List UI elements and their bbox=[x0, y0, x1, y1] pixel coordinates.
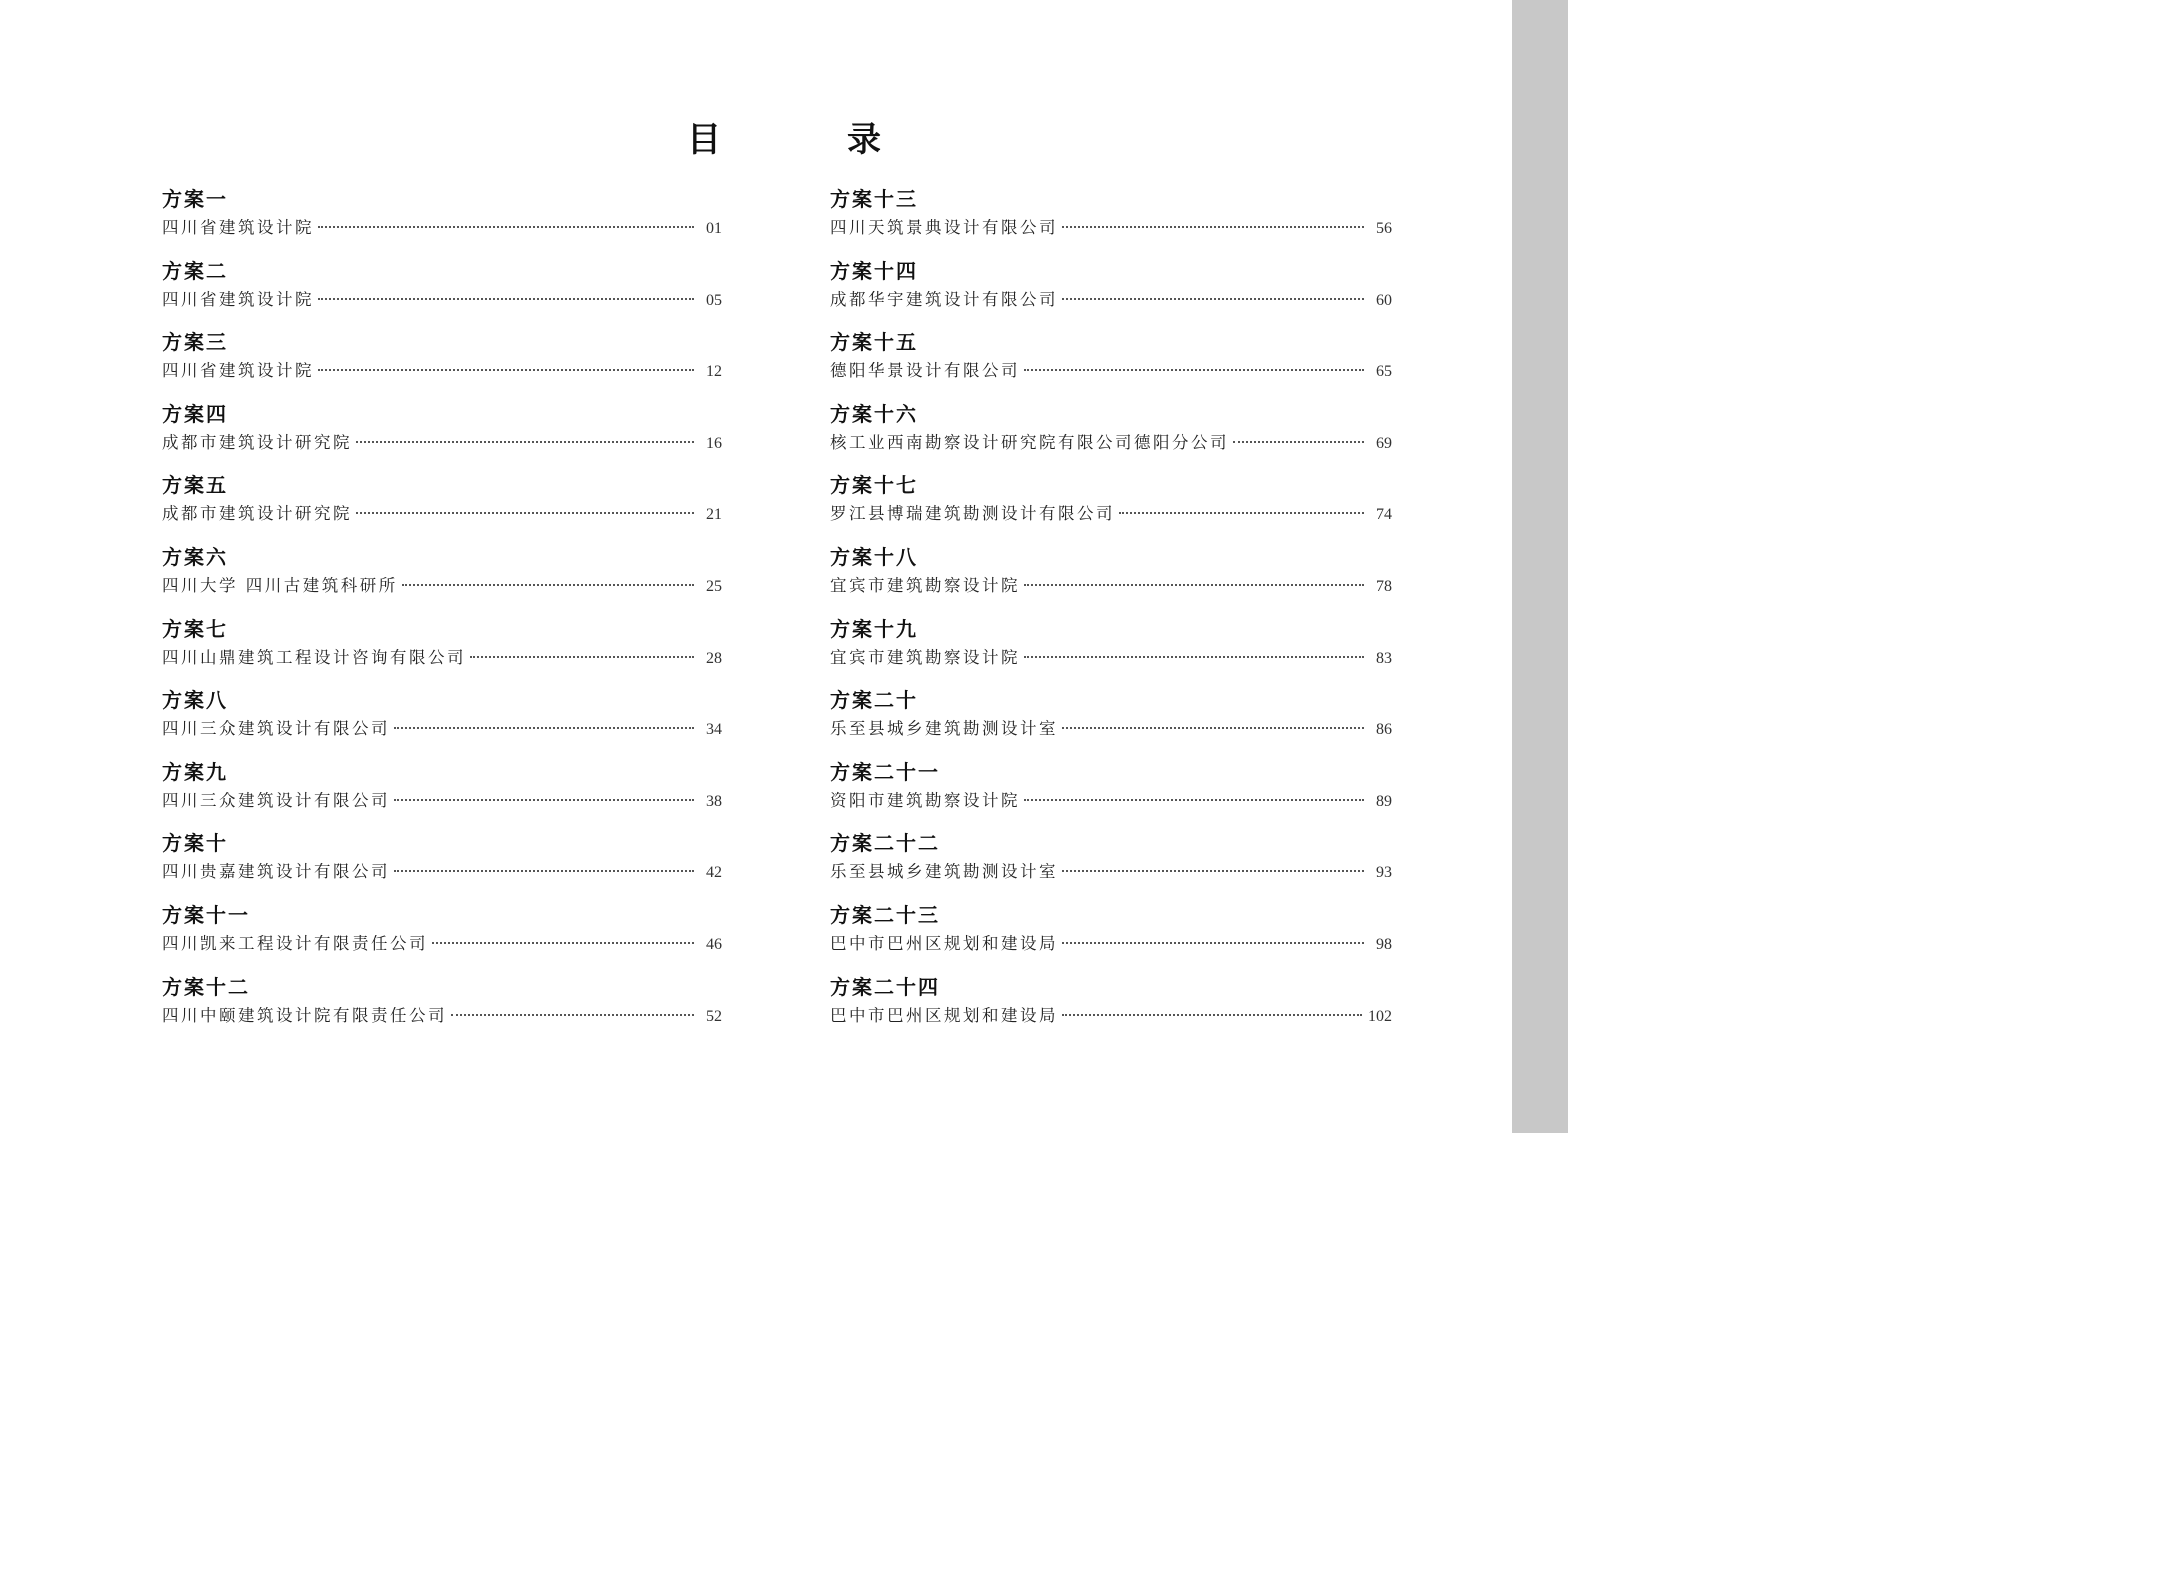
toc-right-column bbox=[830, 182, 1392, 1041]
toc-entry-line bbox=[830, 502, 1392, 526]
toc-entry-organization: 成都市建筑设计研究院 bbox=[162, 504, 352, 524]
toc-entry-line bbox=[162, 932, 722, 956]
toc-entry-line bbox=[830, 288, 1392, 312]
toc-entry-organization: 核工业西南勘察设计研究院有限公司德阳分公司 bbox=[830, 432, 1229, 452]
toc-entry[interactable] bbox=[830, 683, 1392, 755]
toc-entry-heading: 方案一 bbox=[162, 187, 228, 211]
toc-entry-heading: 方案十三 bbox=[830, 187, 918, 211]
dot-leader bbox=[1062, 298, 1364, 300]
toc-entry-organization: 四川三众建筑设计有限公司 bbox=[162, 790, 390, 810]
toc-entry-page-number: 28 bbox=[706, 649, 722, 667]
toc-entry-organization: 四川大学 四川古建筑科研所 bbox=[162, 575, 398, 595]
dot-leader bbox=[1062, 870, 1364, 872]
toc-entry[interactable] bbox=[162, 254, 722, 326]
toc-entry[interactable] bbox=[162, 970, 722, 1042]
dot-leader bbox=[318, 369, 694, 371]
toc-entry-page-number: 38 bbox=[706, 792, 722, 810]
toc-entry-organization: 成都华宇建筑设计有限公司 bbox=[830, 289, 1058, 309]
toc-entry[interactable] bbox=[830, 755, 1392, 827]
toc-entry-line bbox=[162, 574, 722, 598]
toc-entry-organization: 成都市建筑设计研究院 bbox=[162, 432, 352, 452]
toc-entry-heading: 方案十七 bbox=[830, 473, 918, 498]
dot-leader bbox=[1062, 942, 1364, 944]
toc-entry-organization: 资阳市建筑勘察设计院 bbox=[830, 790, 1020, 810]
toc-entry[interactable] bbox=[162, 826, 722, 898]
toc-entry[interactable] bbox=[162, 540, 722, 612]
dot-leader bbox=[394, 727, 694, 729]
toc-entry-page-number: 01 bbox=[706, 220, 722, 237]
dot-leader bbox=[402, 584, 694, 586]
toc-entry-page-number: 56 bbox=[1376, 220, 1392, 237]
toc-entry-line bbox=[830, 860, 1392, 884]
toc-entry-line bbox=[830, 216, 1392, 240]
toc-entry-page-number: 86 bbox=[1376, 721, 1392, 739]
dot-leader bbox=[1062, 727, 1364, 729]
toc-entry-page-number: 52 bbox=[706, 1007, 722, 1025]
toc-entry-line bbox=[830, 646, 1392, 670]
toc-entry-organization: 四川贵嘉建筑设计有限公司 bbox=[162, 862, 390, 882]
toc-entry-page-number: 74 bbox=[1376, 506, 1392, 524]
toc-entry[interactable] bbox=[830, 540, 1392, 612]
toc-entry-heading: 方案十六 bbox=[830, 401, 918, 426]
toc-entry-page-number: 69 bbox=[1376, 434, 1392, 452]
dot-leader bbox=[451, 1014, 694, 1016]
toc-entry-line bbox=[830, 431, 1392, 455]
toc-entry-line bbox=[162, 789, 722, 813]
toc-entry-organization: 乐至县城乡建筑勘测设计室 bbox=[830, 862, 1058, 882]
toc-entry-page-number: 65 bbox=[1376, 363, 1392, 381]
toc-entry-page-number: 21 bbox=[706, 506, 722, 524]
toc-entry-heading: 方案十八 bbox=[830, 544, 918, 569]
toc-entry[interactable] bbox=[162, 325, 722, 397]
toc-entry[interactable] bbox=[162, 898, 722, 970]
dot-leader bbox=[1062, 1014, 1362, 1016]
toc-entry-heading: 方案二十二 bbox=[830, 831, 940, 856]
toc-entry-heading: 方案三 bbox=[162, 330, 228, 355]
toc-entry-page-number: 93 bbox=[1376, 864, 1392, 882]
toc-entry-line bbox=[830, 717, 1392, 741]
toc-entry-heading: 方案二 bbox=[162, 258, 228, 283]
toc-entry-organization: 罗江县博瑞建筑勘测设计有限公司 bbox=[830, 504, 1115, 524]
toc-entry-organization: 巴中市巴州区规划和建设局 bbox=[830, 933, 1058, 953]
toc-entry-heading: 方案十四 bbox=[830, 258, 918, 283]
toc-entry-organization: 四川中颐建筑设计院有限责任公司 bbox=[162, 1005, 447, 1025]
toc-entry-page-number: 102 bbox=[1368, 1007, 1392, 1025]
toc-entry-page-number: 42 bbox=[706, 864, 722, 882]
dot-leader bbox=[1024, 656, 1364, 658]
toc-entry-heading: 方案十五 bbox=[830, 330, 918, 355]
toc-entry-heading: 方案八 bbox=[162, 688, 228, 713]
dot-leader bbox=[1024, 584, 1364, 586]
toc-left-column bbox=[162, 182, 722, 1041]
dot-leader bbox=[1024, 369, 1364, 371]
toc-entry-line bbox=[162, 431, 722, 455]
toc-entry-organization: 四川省建筑设计院 bbox=[162, 289, 314, 309]
toc-entry-line bbox=[162, 717, 722, 741]
dot-leader bbox=[1062, 226, 1364, 228]
toc-entry-heading: 方案九 bbox=[162, 759, 228, 784]
toc-entry[interactable] bbox=[830, 826, 1392, 898]
toc-entry-page-number: 89 bbox=[1376, 792, 1392, 810]
toc-entry[interactable] bbox=[830, 325, 1392, 397]
toc-entry-line bbox=[830, 574, 1392, 598]
toc-entry[interactable] bbox=[830, 612, 1392, 684]
dot-leader bbox=[394, 799, 694, 801]
toc-entry-heading: 方案六 bbox=[162, 544, 228, 569]
toc-entry[interactable] bbox=[162, 755, 722, 827]
toc-entry-heading: 方案十二 bbox=[162, 974, 250, 999]
toc-entry-organization: 巴中市巴州区规划和建设局 bbox=[830, 1005, 1058, 1025]
dot-leader bbox=[356, 512, 694, 514]
page-title: 目 录 bbox=[687, 120, 927, 160]
toc-entry-heading: 方案五 bbox=[162, 473, 228, 498]
dot-leader bbox=[1233, 441, 1364, 443]
toc-entry-page-number: 98 bbox=[1376, 935, 1392, 953]
toc-entry-heading: 方案二十一 bbox=[830, 759, 940, 784]
toc-entry-organization: 四川凯来工程设计有限责任公司 bbox=[162, 933, 428, 953]
toc-entry-page-number: 25 bbox=[706, 577, 722, 595]
toc-entry[interactable] bbox=[162, 397, 722, 469]
toc-entry-line bbox=[162, 288, 722, 312]
toc-entry[interactable] bbox=[830, 254, 1392, 326]
toc-entry-organization: 乐至县城乡建筑勘测设计室 bbox=[830, 719, 1058, 739]
toc-entry-page-number: 83 bbox=[1376, 649, 1392, 667]
toc-entry-line bbox=[162, 860, 722, 884]
toc-entry[interactable] bbox=[830, 182, 1392, 254]
toc-entry-organization: 四川天筑景典设计有限公司 bbox=[830, 218, 1058, 237]
dot-leader bbox=[470, 656, 694, 658]
toc-entry-page-number: 46 bbox=[706, 935, 722, 953]
toc-entry-organization: 四川省建筑设计院 bbox=[162, 218, 314, 237]
toc-entry[interactable] bbox=[830, 468, 1392, 540]
toc-entry-page-number: 16 bbox=[706, 434, 722, 452]
dot-leader bbox=[318, 298, 694, 300]
toc-entry-heading: 方案七 bbox=[162, 616, 228, 641]
toc-entry[interactable] bbox=[162, 468, 722, 540]
toc-entry-organization: 四川三众建筑设计有限公司 bbox=[162, 719, 390, 739]
toc-entry-page-number: 05 bbox=[706, 291, 722, 309]
toc-entry-line bbox=[162, 359, 722, 383]
page-edge-strip bbox=[1512, 0, 1568, 1133]
toc-entry-page-number: 34 bbox=[706, 721, 722, 739]
toc-entry-heading: 方案二十 bbox=[830, 688, 918, 713]
toc-entry-line bbox=[830, 932, 1392, 956]
toc-entry[interactable] bbox=[162, 612, 722, 684]
toc-entry[interactable] bbox=[162, 182, 722, 254]
toc-entry-line bbox=[830, 359, 1392, 383]
toc-entry[interactable] bbox=[162, 683, 722, 755]
toc-entry-page-number: 60 bbox=[1376, 291, 1392, 309]
toc-entry-line bbox=[162, 1004, 722, 1028]
toc-entry-heading: 方案二十四 bbox=[830, 974, 940, 999]
toc-entry-line bbox=[162, 646, 722, 670]
toc-entry-line bbox=[162, 502, 722, 526]
toc-entry-page-number: 12 bbox=[706, 363, 722, 381]
toc-entry-organization: 宜宾市建筑勘察设计院 bbox=[830, 647, 1020, 667]
toc-entry-line bbox=[162, 216, 722, 240]
toc-entry-heading: 方案四 bbox=[162, 401, 228, 426]
toc-entry[interactable] bbox=[830, 970, 1392, 1042]
dot-leader bbox=[394, 870, 694, 872]
toc-entry[interactable] bbox=[830, 397, 1392, 469]
toc-entry-heading: 方案十九 bbox=[830, 616, 918, 641]
toc-entry-page-number: 78 bbox=[1376, 577, 1392, 595]
dot-leader bbox=[432, 942, 694, 944]
toc-entry-organization: 四川山鼎建筑工程设计咨询有限公司 bbox=[162, 647, 466, 667]
toc-entry-line bbox=[830, 1004, 1392, 1028]
toc-entry[interactable] bbox=[830, 898, 1392, 970]
toc-entry-heading: 方案十 bbox=[162, 831, 228, 856]
toc-entry-organization: 四川省建筑设计院 bbox=[162, 361, 314, 381]
toc-entry-organization: 德阳华景设计有限公司 bbox=[830, 361, 1020, 381]
dot-leader bbox=[1024, 799, 1364, 801]
toc-entry-heading: 方案二十三 bbox=[830, 902, 940, 927]
toc-entry-heading: 方案十一 bbox=[162, 902, 250, 927]
toc-entry-organization: 宜宾市建筑勘察设计院 bbox=[830, 575, 1020, 595]
dot-leader bbox=[1119, 512, 1364, 514]
dot-leader bbox=[356, 441, 694, 443]
dot-leader bbox=[318, 226, 694, 228]
toc-entry-line bbox=[830, 789, 1392, 813]
